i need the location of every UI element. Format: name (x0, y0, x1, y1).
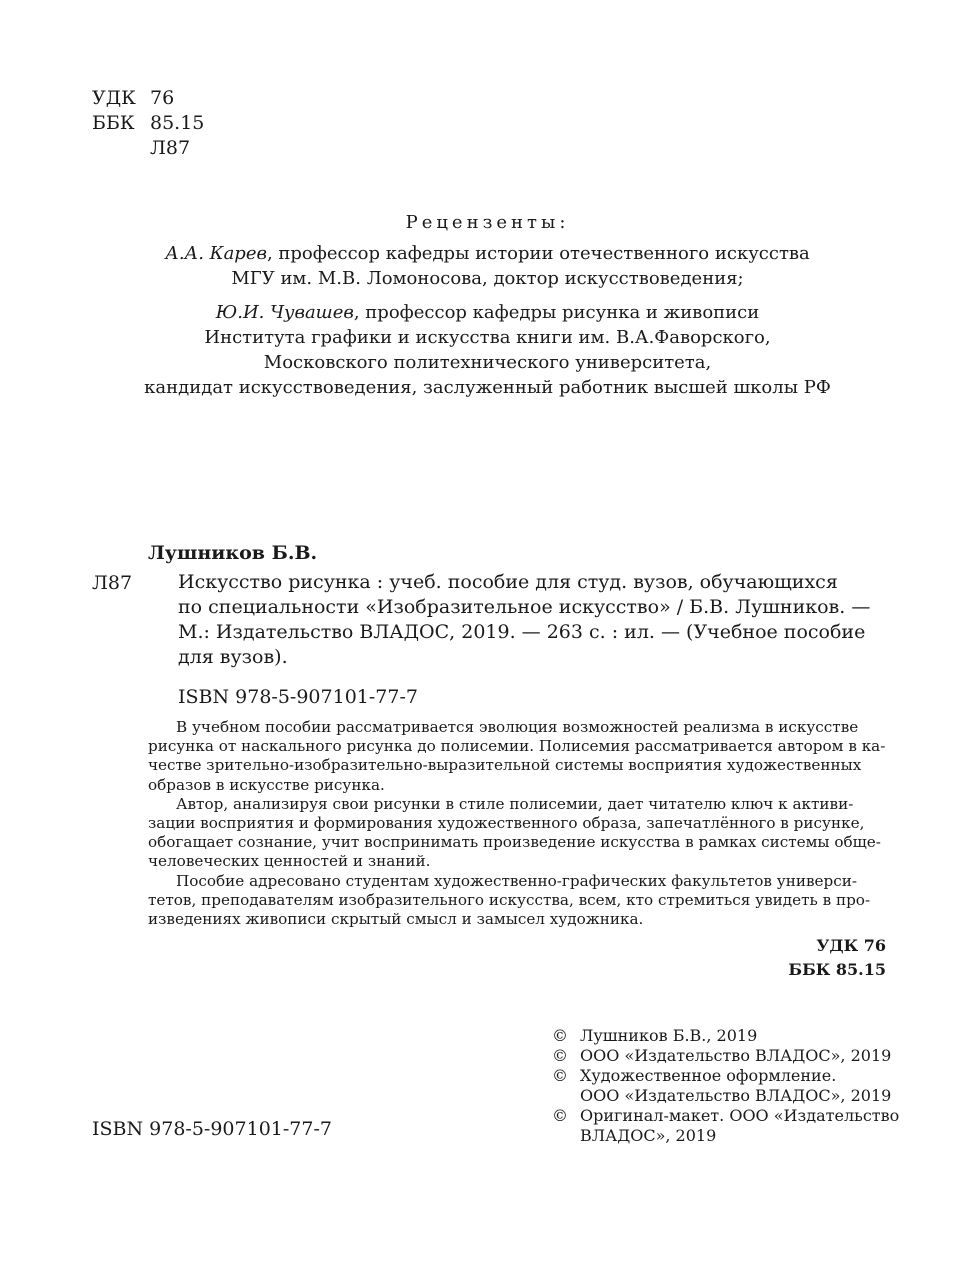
bibliographic-description (178, 570, 886, 670)
reviewer-1-name: А.А. Карев (165, 243, 267, 264)
biblio-line: для вузов). (178, 646, 288, 668)
reviewer-1 (0, 241, 975, 291)
reviewer-2 (0, 300, 975, 400)
annotation-line: честве зрительно-изобразительно-выразительной системы восприятия художественных (148, 756, 862, 775)
copyright-icon: © (552, 1026, 568, 1045)
reviewer-2-line-2: Института графики и искусства книги им. В.А.Фаворского, (204, 327, 771, 348)
author-mark-row (92, 136, 204, 161)
annotation-line: Автор, анализируя свои рисунки в стиле полисемии, дает читателю ключ к активи- (176, 794, 854, 813)
copyright-icon: © (552, 1046, 568, 1065)
copyright-block (552, 1026, 899, 1146)
copyright-icon: © (552, 1106, 568, 1125)
annotation-line: В учебном пособии рассматривается эволюция возможностей реализма в искусстве (176, 718, 859, 736)
biblio-line: Искусство рисунка : учеб. пособие для студ. вузов, обучающихся (178, 571, 838, 593)
udk-row (92, 86, 204, 111)
annotation-line: изведениях живописи скрытый смысл и замысел художника. (148, 910, 644, 929)
record-mark: Л87 (92, 572, 133, 594)
bbk-value: 85.15 (150, 112, 205, 134)
record-isbn: ISBN 978-5-907101-77-7 (178, 686, 418, 708)
annotation-line: Пособие адресовано студентам художественно-графических факультетов универси- (176, 871, 857, 890)
annotation-line: зации восприятия и формирования художественного образа, запечатлённого в рисунке, (148, 814, 865, 833)
reviewers-heading: Рецензенты: (405, 212, 570, 233)
biblio-line: М.: Издательство ВЛАДОС, 2019. — 263 с. : ил. — (Учебное пособие (178, 621, 866, 643)
reviewer-2-line-4: кандидат искусствоведения, заслуженный работник высшей школы РФ (144, 377, 831, 398)
bbk-code: ББК 85.15 (788, 960, 886, 979)
annotation-line: образов в искусстве рисунка. (148, 775, 385, 794)
bbk-row (92, 111, 204, 136)
author-mark: Л87 (150, 137, 191, 159)
classification-codes (92, 86, 204, 161)
reviewer-1-line-2: МГУ им. М.В. Ломоносова, доктор искусствоведения; (231, 268, 744, 289)
copyright-item: © Лушников Б.В., 2019 (552, 1026, 758, 1045)
record-author: Лушников Б.В. (148, 542, 318, 564)
copyright-item: © ООО «Издательство ВЛАДОС», 2019 (552, 1046, 892, 1065)
copyright-item: © Художественное оформление. ООО «Издательство ВЛАДОС», 2019 (552, 1066, 892, 1105)
annotation-line: тетов, преподавателям изобразительного искусства, всем, кто стремиться увидеть в про- (148, 890, 871, 909)
reviewer-2-line-1: Ю.И. Чувашев, профессор кафедры рисунка и живописи (215, 302, 760, 323)
annotation-line: рисунка от наскального рисунка до полисемии. Полисемия рассматривается автором в ка- (148, 737, 886, 756)
udk-code: УДК 76 (816, 936, 886, 955)
annotation (148, 718, 886, 929)
biblio-line: по специальности «Изобразительное искусство» / Б.В. Лушников. — (178, 596, 871, 618)
reviewer-1-line-1: А.А. Карев, профессор кафедры истории отечественного искусства (165, 243, 810, 264)
isbn-bottom: ISBN 978-5-907101-77-7 (92, 1118, 332, 1140)
reviewer-2-line-3: Московского политехнического университета, (263, 352, 712, 373)
udk-label: УДК (92, 87, 136, 109)
copyright-item: © Оригинал-макет. ООО «Издательство ВЛАДОС», 2019 (552, 1106, 900, 1145)
reviewer-2-name: Ю.И. Чувашев (215, 302, 354, 323)
udk-value: 76 (150, 87, 175, 109)
udk-bbk-block (788, 934, 886, 982)
annotation-line: обогащает сознание, учит воспринимать произведение искусства в рамках системы обще- (148, 833, 881, 852)
copyright-icon: © (552, 1066, 568, 1085)
bbk-label: ББК (92, 112, 135, 134)
annotation-line: человеческих ценностей и знаний. (148, 852, 431, 871)
